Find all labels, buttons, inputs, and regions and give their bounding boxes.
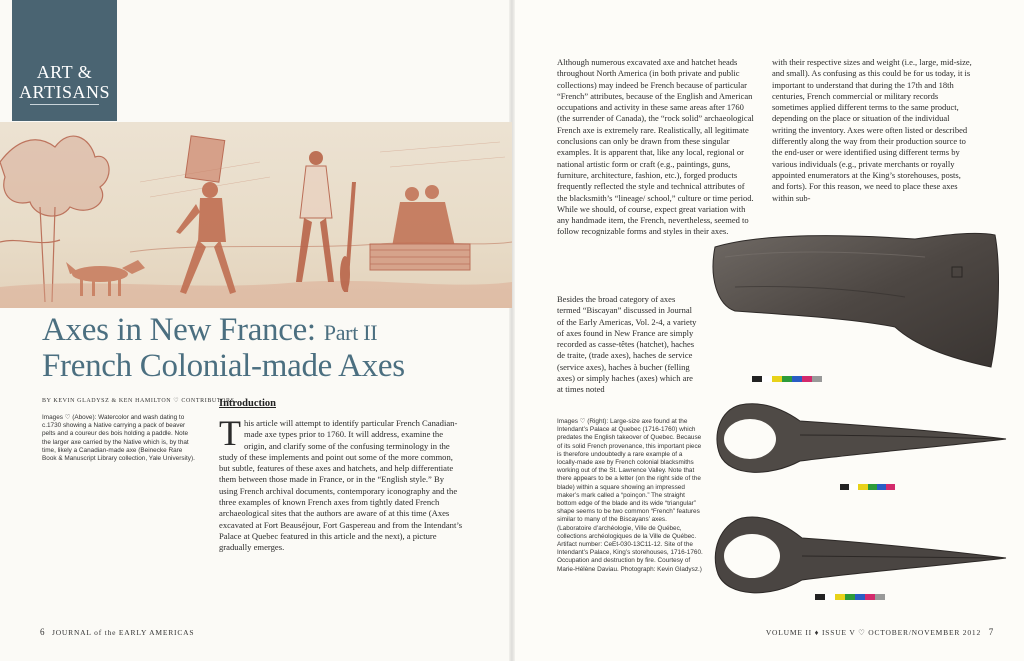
left-caption: Images ♡ (Above): Watercolor and wash dating to c.1730 showing a Native carrying a pack of beaver pelts and a coureur des bois holding a paddle. Note the larger axe carried by the Native which is, by that time, likely a Canadian-made axe (Beinecke Rare Book & Manuscript Library collection, Yale University). <box>42 414 195 463</box>
article-title <box>42 312 377 349</box>
section-tag-line2: ARTISANS <box>19 82 110 102</box>
page-gutter <box>509 0 515 661</box>
color-scale-bar-1 <box>752 376 822 382</box>
socket-axe-photo-1 <box>710 395 1010 485</box>
article-title-part: Part II <box>323 320 378 345</box>
illustration-drawing <box>0 122 512 308</box>
color-scale-bar-2 <box>840 484 895 490</box>
socket-axe-image-2 <box>710 510 1010 605</box>
footer-left <box>40 627 194 637</box>
journal-title: JOURNAL of the EARLY AMERICAS <box>52 628 195 637</box>
introduction-heading: Introduction <box>219 398 276 409</box>
watercolor-illustration <box>0 122 512 308</box>
article-subtitle: French Colonial-made Axes <box>42 348 405 384</box>
right-column-1: Although numerous excavated axe and hatchet heads throughout North America (in both private and public collections) may indeed be French because of particular “French” attributes, because of the English and American occupations and activity in these same areas after 1760 (the surrender of Canada), the “rock solid” archaeological French axe is extremely rare. Realistically, all legitimate conclusions can only be drawn from these singular examples. It is apparent that, like any local, regional or national artistic form or craft (e.g., paintings, guns, furniture, architecture, fashion, etc.), forged products frequently reflected the style and technical attributes of the blacksmith’s “lineage/ school,” culture or time period. While we should, of course, expect great variation with any handmade item, the French, nevertheless, seemed to follow recognizable forms and styles in their axes. <box>557 57 754 237</box>
dropcap: T <box>219 413 241 453</box>
axe-head-image <box>705 227 1005 377</box>
introduction-text <box>219 413 463 554</box>
color-scale-bar-3 <box>815 594 885 600</box>
section-tag <box>12 0 117 121</box>
page-number-right: 7 <box>988 627 994 637</box>
byline: BY KEVIN GLADYSZ & KEN HAMILTON ♡ CONTRIBUTORS <box>42 398 235 404</box>
socket-axe-photo-2 <box>710 510 1010 605</box>
issue-info: VOLUME II ♦ ISSUE V ♡ OCTOBER/NOVEMBER 2012 <box>765 628 981 637</box>
section-tag-rule <box>30 104 99 105</box>
socket-axe-image-1 <box>710 395 1010 485</box>
footer-right <box>766 627 994 637</box>
right-column-2: with their respective sizes and weight (i.e., large, mid-size, and small). As confusing as this could be for us today, it is important to understand that during the 17th and 18th centuries, French commercial or military records sometimes applied different terms to the same product, depending on the place or situation of the individual writing the inventory. Axes were often listed or described differently along the way from their production source to the end-user or were identified using different terms by various individuals (e.g., private merchants or royally appointed enumerators at the King’s storehouses, posts, and forts). For this reason, we need to place these axes within sub- <box>772 57 972 203</box>
right-column-1b: Besides the broad category of axes termed “Biscayan” discussed in Journal of the Early Americas, Vol. 2-4, a variety of axes found in New France are simply recorded as casse-têtes (hatchet), haches de traite, (trade axes), haches de service (service axes), haches à bucher (felling axes) or simply haches (axes) which are at times noted <box>557 294 697 395</box>
section-tag-line1: ART & <box>36 62 93 82</box>
page-number-left: 6 <box>40 627 46 637</box>
right-caption: Images ♡ (Right): Large-size axe found at the Intendant’s Palace at Quebec (1716-1760) which predates the English takeover of Quebec. Because of its solid French provenance, this important piece is therefore undoubtedly a rare example of a locally-made axe by French colonial blacksmiths working out of the St. Lawrence Valley. Note that there appears to be a letter (on the right side of the blade) within a square showing an impressed maker’s mark called a “poinçon.” The straight bottom edge of the blade and its wide “triangular” shape seems to be two common “French” features similar to many of the Biscayans’ axes. (Laboratoire d’archéologie, Ville de Québec, collections archéologiques de la Ville de Québec. Artifact number: CeEt-030-13C11-12. Site of the Intendant’s Palace, King’s storehouses, 1716-1760. Occupation and destruction by fire. Courtesy of Marie-Hélène Daviau. Photograph: Kevin Gladysz.) <box>557 418 703 573</box>
article-title-main: Axes in New France: <box>42 312 324 348</box>
introduction-body: his article will attempt to identify particular French Canadian-made axe types prior to 1760. It will address, examine the origin, and clarify some of the confusing terminology in the study of these implements and point out some of the more common, but subtle, features of these axes and hatchets, and help differentiate them between those made in France, or in the “English style.” By using French archival documents, contemporary iconography and the three examples of known French axes from tightly dated French archaeological sites that the authors are aware of at this time (Axes excavated at Fort Beauséjour, Fort Gaspereau and from the Intendant’s Palace at Quebec featured in this article and the next), a picture gradually emerges. <box>219 418 463 553</box>
axe-head-photo <box>705 227 1005 377</box>
